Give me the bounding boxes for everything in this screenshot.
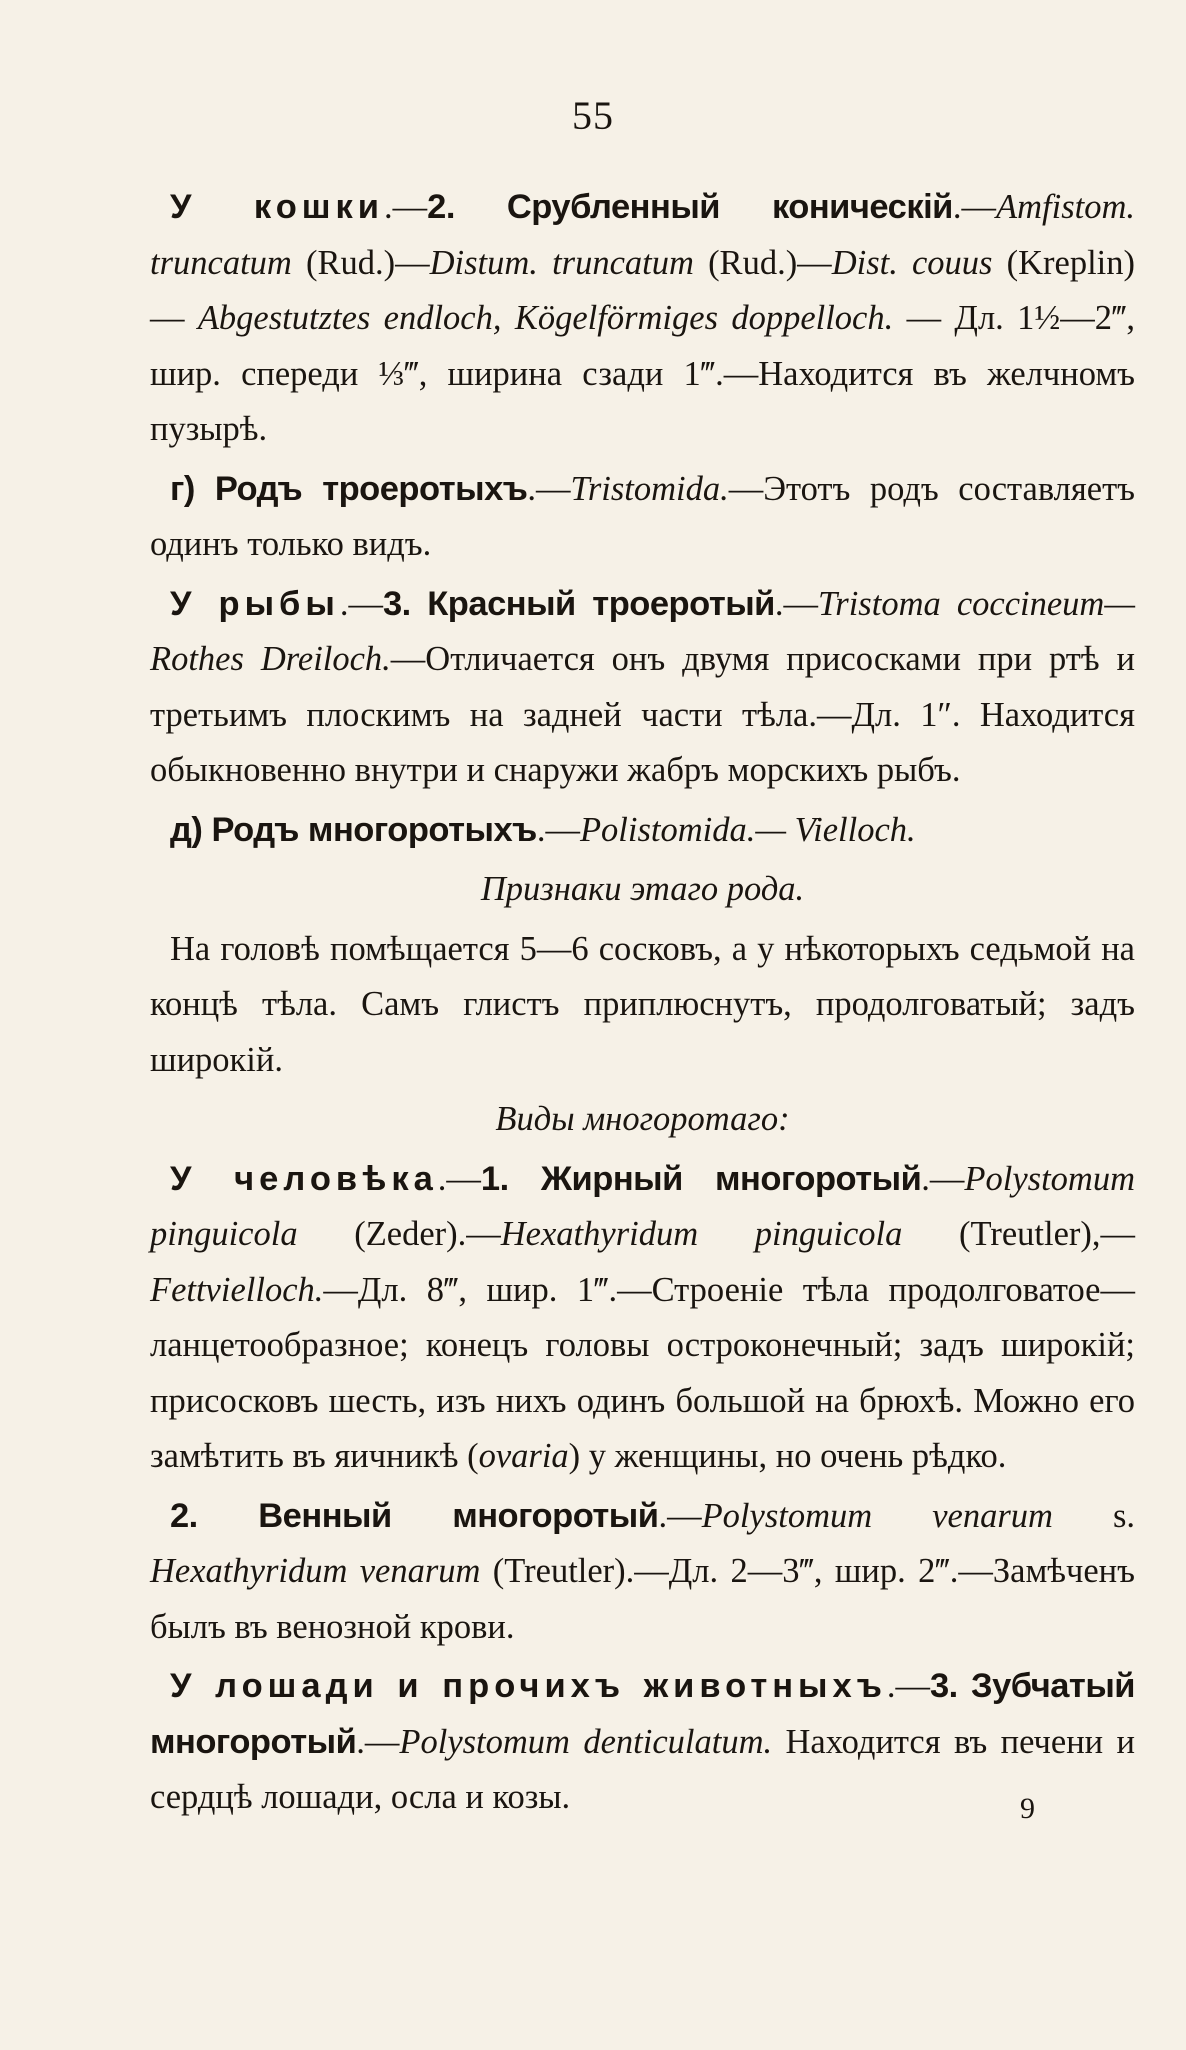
host-heading: У рыбы	[170, 584, 340, 623]
latin-name: Hexathyridum venarum	[150, 1552, 481, 1590]
subheading-features: Признаки этаго рода.	[480, 870, 805, 908]
species-name: 2. Венный многоротый	[170, 1496, 659, 1535]
page-number: 55	[572, 93, 614, 138]
latin-name: Amfistom. truncatum	[150, 188, 1135, 282]
signature-mark: 9	[1020, 1792, 1035, 1825]
german-name: Fettvielloch.	[150, 1270, 324, 1309]
species-name: 3. Красный троеротый	[382, 584, 775, 623]
body-text	[150, 180, 1135, 1830]
paragraph-cat: У кошки.—2. Срубленный коническій.—Amfistom. truncatum (Rud.)—Distum. truncatum (Rud.)—Dist. couus (Krеplin) — Abgestutztes endloch, Kögelförmiges doppelloch. — Дл. 1½—2‴, шир. спереди ⅓‴, ширина сзади 1‴.—Находится въ желчномъ пузырѣ.	[150, 188, 1136, 448]
species-name: 3. Зубчатый многоротый	[150, 1667, 1135, 1761]
latin-name: Polystomum pinguicola	[150, 1159, 1135, 1253]
paragraph-human: У человѣка.—1. Жирный многоротый.—Polystomum pinguicola (Zeder).—Hexathyridum pinguicola (Treutler),—Fettvielloch.—Дл. 8‴, шир. 1‴.—Строеніе тѣла продолговатое— ланцетообразное; конецъ головы остроконечный; задъ широкій; присосковъ шесть, изъ нихъ одинъ большой на брюхѣ. Можно его замѣтить въ яичникѣ (ovaria) у женщины, но очень рѣдко.	[150, 1159, 1135, 1475]
latin-name: Hexathyridum pinguicola	[500, 1215, 903, 1253]
host-heading: У кошки	[170, 188, 385, 226]
latin-name: Polystomum venarum	[701, 1496, 1053, 1535]
latin-name: ovaria	[478, 1437, 569, 1475]
paragraph-genus-tristomida: г) Родъ троеротыхъ.—Tristomida.—Этотъ родъ составляетъ одинъ только видъ.	[150, 469, 1135, 563]
host-heading: У лошади и прочихъ животныхъ	[170, 1667, 887, 1705]
latin-name: Tristoma coccineum—Rothes Dreiloch.	[150, 584, 1135, 678]
latin-name: Polystomum denticulatum.	[399, 1722, 773, 1761]
paragraph-genus-polistomida: д) Родъ многоротыхъ.—Polistomida.— Vielloch.	[170, 810, 916, 849]
latin-name: Distum. truncatum	[429, 243, 694, 282]
host-heading: У человѣка	[170, 1159, 438, 1198]
latin-name: Tristomida.	[570, 469, 729, 508]
latin-name: Polistomida.— Vielloch.	[579, 810, 916, 849]
paragraph-fish: У рыбы.—3. Красный троеротый.—Tristoma coccineum—Rothes Dreiloch.—Отличается онъ двумя присосками при ртѣ и третьимъ плоскимъ на задней части тѣла.—Дл. 1″. Находится обыкновенно внутри и снаружи жабръ морскихъ рыбъ.	[150, 584, 1135, 789]
species-name: 1. Жирный многоротый	[480, 1159, 922, 1198]
paragraph-horse: У лошади и прочихъ животныхъ.—3. Зубчатый многоротый.—Polystomum denticulatum. Находится въ печени и сердцѣ лошади, осла и козы.	[150, 1667, 1135, 1816]
genus-heading: д) Родъ многоротыхъ	[170, 810, 537, 849]
subheading-species: Виды многоротаго:	[495, 1100, 790, 1138]
genus-heading: г) Родъ троеротыхъ	[170, 469, 528, 508]
paragraph-venous: 2. Венный многоротый.—Polystomum venarum s. Hexathyridum venarum (Treutler).—Дл. 2—3‴, шир. 2‴.—Замѣченъ былъ въ венозной крови.	[150, 1496, 1136, 1646]
paragraph-features: На головѣ помѣщается 5—6 сосковъ, а у нѣкоторыхъ седьмой на концѣ тѣла. Самъ глистъ приплюснутъ, продолговатый; задъ широкій.	[150, 929, 1135, 1079]
german-name: Abgestutztes endloch, Kögelförmiges doppelloch.	[197, 299, 894, 337]
species-name: 2. Срубленный коническій	[427, 188, 953, 226]
latin-name: Dist. couus	[831, 243, 993, 282]
